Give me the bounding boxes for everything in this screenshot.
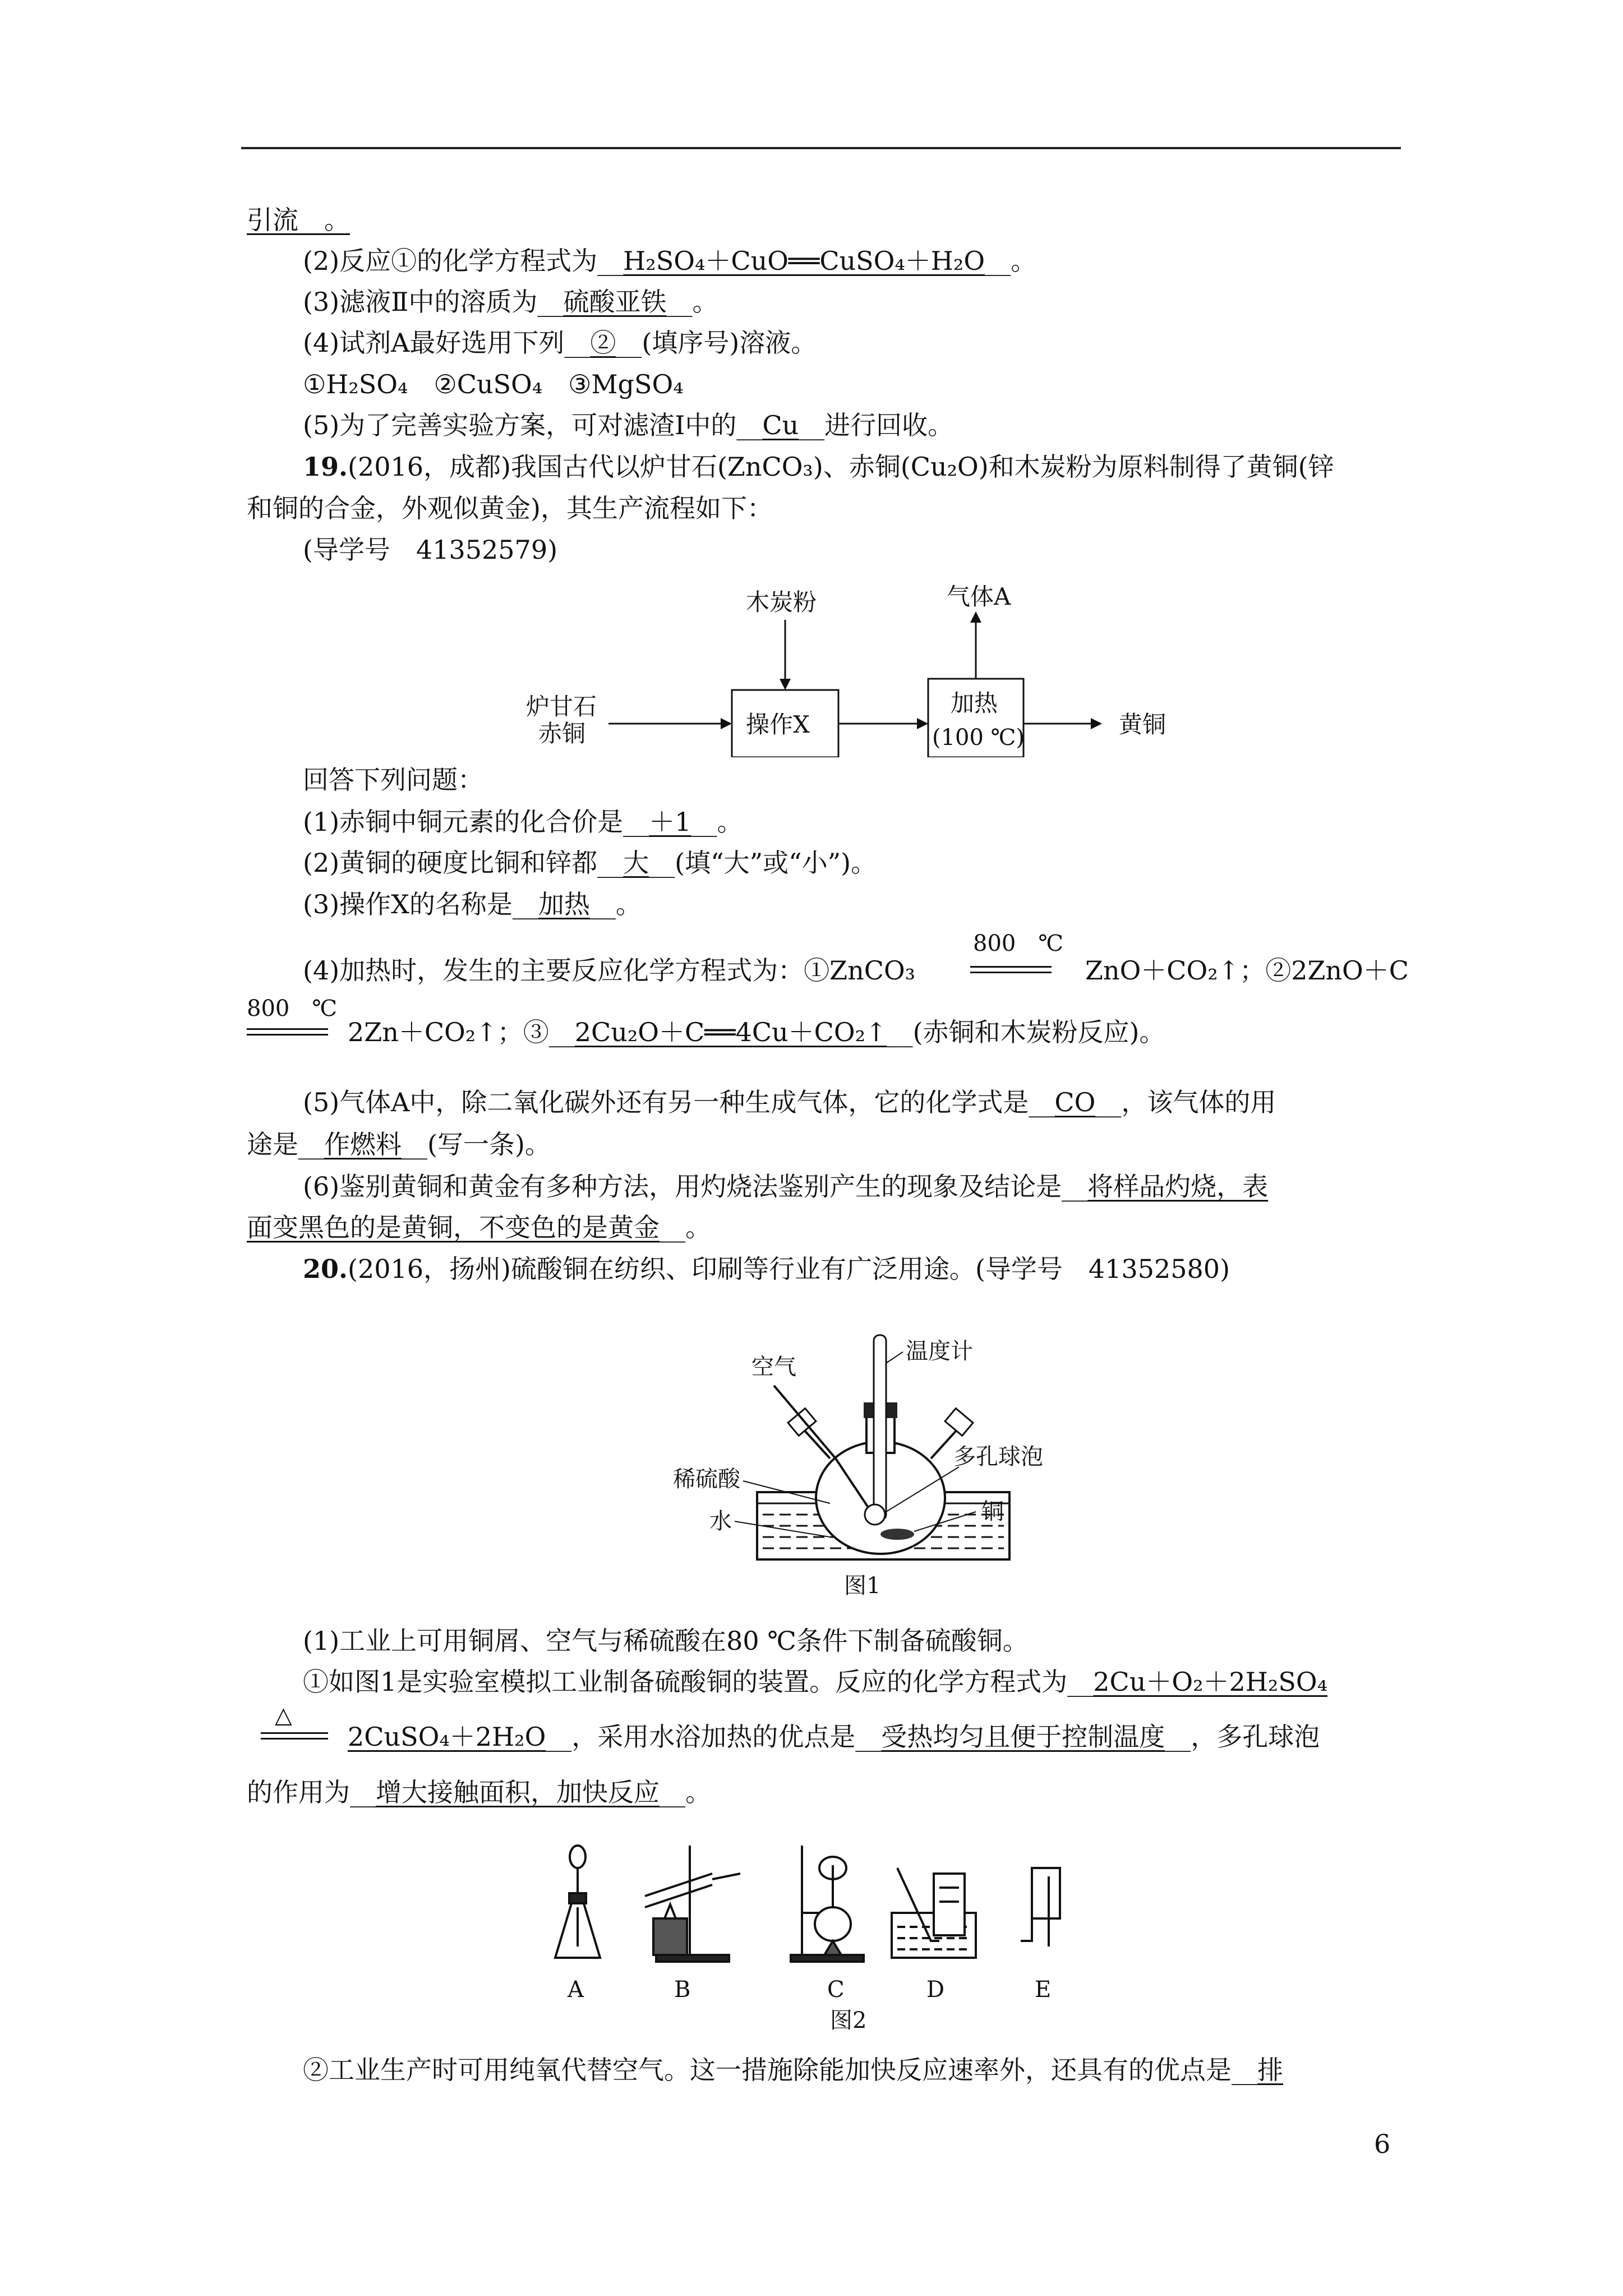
flow-arrowhead [917,718,928,729]
question-text: __(写一条)。 [402,1129,551,1159]
label-water: 水 [709,1508,732,1534]
apparatus-c-icon [791,1846,864,1962]
answer-text: 2CuSO₄＋2H₂O [348,1722,546,1752]
side-stopper [945,1409,973,1436]
apparatus-d-icon [892,1868,976,1958]
question-text: ZnO＋CO₂↑；②2ZnO＋C [1085,955,1409,986]
q20-part1 [303,1624,1029,1658]
question-number: 20. [303,1254,348,1284]
question-text: __进行回收。 [799,410,954,440]
q18-options [303,367,684,401]
q18-part5 [303,408,953,442]
equals-sign-line [261,1738,328,1740]
question-text: __。 [691,807,743,837]
question-text: __，多孔球泡 [1165,1722,1320,1752]
question-text: __。 [660,1212,711,1243]
question-text: (6)鉴别黄铜和黄金有多种方法，用灼烧法鉴别产生的现象及结论是__ [303,1171,1088,1202]
flow-label-input2: 赤铜 [538,720,586,747]
equals-sign-line [247,1034,328,1036]
porous-bulb [865,1504,885,1525]
question-text: (5)气体A中，除二氧化碳外还有另一种生成气体，它的化学式是__ [303,1087,1055,1117]
question-text: __。 [660,1777,711,1807]
flow-label-operation: 操作X [746,711,810,738]
q18-part3 [303,285,718,319]
option-list: ①H₂SO₄ ②CuSO₄ ③MgSO₄ [303,369,684,399]
q18-part4 [303,326,817,360]
question-text: (2016，成都)我国古代以炉甘石(ZnCO₃)、赤铜(Cu₂O)和木炭粉为原料制得了黄铜(锌 [348,452,1334,482]
label-air: 空气 [751,1354,796,1380]
flow-label-output: 黄铜 [1119,711,1166,738]
flow-arrowhead [1091,718,1102,729]
question-text: (3)操作X的名称是__ [303,889,538,919]
q18-part2 [303,244,1036,278]
production-flow-chart [505,578,1223,757]
side-neck [802,1428,830,1458]
question-text: __，采用水浴加热的优点是__ [546,1722,882,1752]
q19-part1 [303,805,743,839]
q19-part2 [303,846,877,880]
answer-text: Cu [762,410,799,440]
question-text: 2Zn＋CO₂↑；③__ [348,1017,575,1047]
equals-sign-line [970,966,1052,968]
answer-text: 加热 [538,889,590,919]
q20-part1a-line3 [247,1775,711,1809]
header-rule [241,147,1401,149]
page-number: 6 [1374,2129,1391,2159]
apparatus-label-e: E [1035,1977,1052,2003]
figure1-apparatus [645,1324,1094,1604]
q20-stem [303,1252,1230,1286]
reaction-condition: 800 ℃ [973,931,1064,956]
question-text: __。 [666,287,718,317]
answer-text: 排 [1257,2055,1283,2085]
q19-part6-line2 [247,1211,711,1244]
flow-arrowhead [970,611,981,623]
q19-stem-line2 [247,491,773,525]
question-text: __，该气体的用 [1095,1087,1276,1117]
q20-part1a-line2 [348,1720,1320,1754]
question-text: ①如图1是实验室模拟工业制备硫酸铜的装置。反应的化学方程式为__ [303,1667,1094,1697]
q19-part5-line2 [247,1128,551,1161]
question-text: (2)黄铜的硬度比铜和锌都__ [303,848,624,878]
question-text: (1)工业上可用铜屑、空气与稀硫酸在80 ℃条件下制备硫酸铜。 [303,1626,1029,1656]
answer-text: 2Cu＋O₂＋2H₂SO₄ [1093,1667,1328,1697]
q19-answer-head [303,763,483,797]
question-text: (2016，扬州)硫酸铜在纺织、印刷等行业有广泛用途。(导学号 41352580) [348,1254,1230,1284]
question-text: 的作用为__ [247,1777,376,1807]
answer-text: 作燃料 [324,1129,402,1159]
q19-part5-line1 [303,1085,1276,1119]
answer-text: CO [1054,1087,1096,1117]
answer-text: 增大接触面积，加快反应 [376,1777,660,1807]
apparatus-label-a: A [568,1977,584,2003]
answer-text: 大 [623,848,649,878]
flow-arrowhead [780,679,791,690]
question-text: 途是__ [247,1129,324,1159]
question-text: 和铜的合金，外观似黄金)，其生产流程如下： [247,493,773,523]
flow-label-charcoal: 木炭粉 [746,588,817,616]
apparatus-label-d: D [926,1977,945,2003]
equals-sign-line [970,972,1052,973]
figure2-apparatus [527,1834,1178,2036]
guide-number: (导学号 41352579) [303,535,558,565]
apparatus-a-icon [555,1846,600,1958]
figure1-caption: 图1 [844,1573,881,1599]
flow-label-heat: 加热 [951,689,998,717]
q19-part4-line1b [1085,954,1409,987]
reaction-condition: △ [275,1703,292,1728]
question-text: __。 [985,246,1037,276]
question-text: __(填序号)溶液。 [616,328,817,358]
q19-part6-line1 [303,1170,1268,1203]
flow-arrowhead [721,718,732,729]
question-text: (4)加热时，发生的主要反应化学方程式为：①ZnCO₃ [303,955,916,986]
apparatus-label-b: B [674,1977,691,2003]
figure2-caption: 图2 [830,2008,867,2033]
q19-part3 [303,887,642,921]
answer-text: 将样品灼烧，表 [1087,1171,1269,1202]
question-text: __(赤铜和木炭粉反应)。 [887,1017,1165,1047]
q19-guide-number [303,533,557,567]
label-copper: 铜 [981,1499,1004,1525]
flow-label-heat-temp: (100 ℃) [932,725,1025,751]
question-text: (2)反应①的化学方程式为__ [303,246,624,276]
q19-stem-line1 [303,450,1334,484]
label-leader [735,1521,830,1537]
flow-label-gas: 气体A [947,583,1011,610]
thermometer [874,1335,886,1520]
question-text: __(填“大”或“小”)。 [649,848,877,878]
answer-text: 受热均匀且便于控制温度 [881,1722,1165,1752]
q20-part1b [303,2053,1283,2087]
question-number: 19. [303,452,348,482]
question-text: ②工业生产时可用纯氧代替空气。这一措施除能加快反应速率外，还具有的优点是__ [303,2055,1257,2085]
copper-scraps [880,1529,914,1540]
q19-part4-line2 [348,1015,1165,1049]
apparatus-label-c: C [827,1977,845,2003]
answer-text: H₂SO₄＋CuO══CuSO₄＋H₂O [623,246,985,276]
q20-part1a-line1 [303,1665,1327,1699]
line-continuation [247,203,350,237]
answer-text: ＋1 [649,807,691,837]
reaction-condition: 800 ℃ [247,996,338,1022]
label-thermometer: 温度计 [906,1338,973,1364]
answer-text: 硫酸亚铁 [563,287,667,317]
question-text: (3)滤液Ⅱ中的溶质为__ [303,287,564,317]
label-bubbler: 多孔球泡 [953,1444,1043,1470]
question-text: 回答下列问题： [303,765,483,795]
question-text: (1)赤铜中铜元素的化合价是__ [303,807,649,837]
apparatus-e-icon [1021,1868,1060,1947]
label-acid: 稀硫酸 [673,1466,740,1492]
answer-text: 面变黑色的是黄铜，不变色的是黄金 [247,1212,660,1243]
equals-sign-line [247,1028,328,1030]
q19-part4-line1 [303,954,915,987]
question-text: (4)试剂A最好选用下列__ [303,328,591,358]
label-leader [886,1352,903,1363]
flow-label-input1: 炉甘石 [526,693,597,720]
answer-text: ② [590,328,616,358]
answer-text: 2Cu₂O＋C══4Cu＋CO₂↑ [574,1017,887,1047]
answer-text: 引流__。 [247,205,350,235]
apparatus-b-icon [645,1846,740,1962]
question-text: (5)为了完善实验方案，可对滤渣Ⅰ中的__ [303,410,763,440]
equals-sign-line [261,1732,328,1734]
question-text: __。 [589,889,642,919]
